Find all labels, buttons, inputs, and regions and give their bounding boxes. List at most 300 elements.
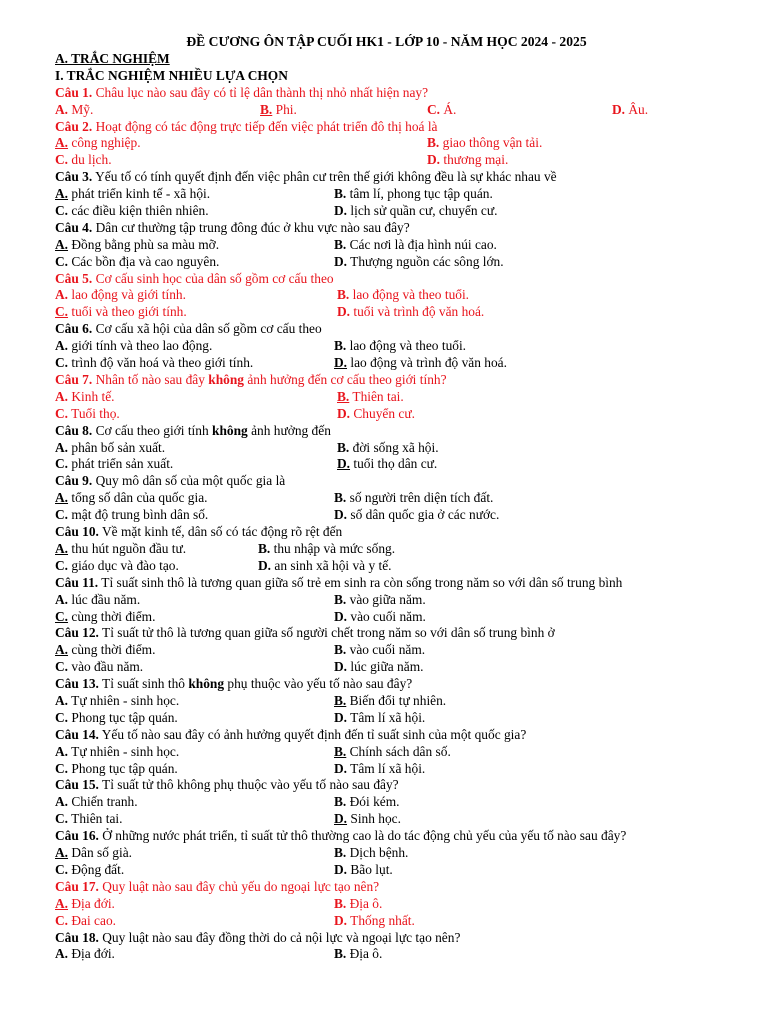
answer-text: thu hút nguồn đầu tư. xyxy=(68,540,187,556)
answer-letter: B. xyxy=(334,642,347,658)
answer-option[interactable] xyxy=(55,186,210,203)
question-text: phụ thuộc vào yếu tố nào sau đây? xyxy=(224,676,413,692)
question-text: Ở những nước phát triển, tỉ suất tử thô thường cao là do tác động chủ yếu của yếu tố nào sau đây? xyxy=(102,828,627,844)
question-number: Câu 4. xyxy=(55,219,93,235)
answer-text: thu nhập và mức sống. xyxy=(270,540,396,556)
question-stem xyxy=(55,220,728,237)
question-number: Câu 17. xyxy=(55,878,99,894)
question-stem xyxy=(55,879,728,896)
answer-option[interactable] xyxy=(55,152,112,169)
answer-letter: C. xyxy=(55,709,69,725)
answer-text: Đồng bằng phù sa màu mỡ. xyxy=(68,236,220,252)
answer-text: Thiên tai. xyxy=(68,811,123,827)
answer-option[interactable] xyxy=(334,609,426,626)
answer-letter: D. xyxy=(334,253,348,269)
option-row xyxy=(55,406,728,423)
section-1-heading: I. TRẮC NGHIỆM NHIỀU LỰA CHỌN xyxy=(55,67,288,83)
answer-option[interactable] xyxy=(55,440,165,457)
option-row xyxy=(55,946,728,963)
question-stem xyxy=(55,625,728,642)
answer-text: Tâm lí xã hội. xyxy=(347,760,426,776)
question-number: Câu 7. xyxy=(55,371,93,387)
answer-option[interactable] xyxy=(55,659,143,676)
answer-letter: B. xyxy=(337,439,350,455)
option-row xyxy=(55,440,728,457)
question-stem xyxy=(55,423,728,440)
option-row xyxy=(55,507,728,524)
option-row xyxy=(55,609,728,626)
answer-text: Thống nhất. xyxy=(347,912,415,928)
answer-letter: B. xyxy=(334,186,347,202)
answer-option[interactable] xyxy=(55,609,155,626)
answer-option[interactable] xyxy=(337,456,437,473)
answer-option[interactable] xyxy=(55,896,115,913)
answer-letter: D. xyxy=(334,203,348,218)
option-row xyxy=(55,338,728,355)
answer-option[interactable] xyxy=(334,203,497,220)
answer-letter: C. xyxy=(55,203,69,218)
answer-letter: D. xyxy=(334,659,348,675)
answer-letter-correct: B. xyxy=(334,743,347,759)
answer-text: lao động và theo tuổi. xyxy=(346,338,467,354)
answer-letter: B. xyxy=(337,287,350,303)
answer-option[interactable] xyxy=(337,287,469,304)
option-row xyxy=(55,203,728,220)
answer-letter: B. xyxy=(258,540,271,556)
question-text: Yếu tố có tính quyết định đến việc phân cư trên thế giới không đều là sự khác nhau về xyxy=(95,169,557,185)
option-row xyxy=(55,811,728,828)
answer-text: giới tính và theo lao động. xyxy=(68,338,213,354)
answer-letter: C. xyxy=(55,152,69,168)
answer-letter: D. xyxy=(612,101,626,117)
answer-letter: D. xyxy=(334,912,348,928)
question-number: Câu 18. xyxy=(55,929,99,945)
answer-text: tâm lí, phong tục tập quán. xyxy=(346,186,493,202)
answer-letter: C. xyxy=(55,253,69,269)
answer-text: Chiến tranh. xyxy=(68,794,138,810)
option-row xyxy=(55,896,728,913)
answer-text: Sinh học. xyxy=(347,811,401,827)
answer-option[interactable] xyxy=(55,406,120,423)
answer-text: Phi. xyxy=(272,101,297,117)
answer-option[interactable] xyxy=(55,456,173,473)
answer-text: lịch sử quần cư, chuyển cư. xyxy=(347,203,498,218)
answer-text: tổng số dân của quốc gia. xyxy=(68,490,208,506)
answer-option[interactable] xyxy=(260,102,297,119)
answer-option[interactable] xyxy=(55,490,207,507)
answer-option[interactable] xyxy=(55,744,179,761)
answer-text: lao động và theo tuổi. xyxy=(349,287,470,303)
answer-text: Bão lụt. xyxy=(347,861,393,877)
question-number: Câu 2. xyxy=(55,118,93,134)
answer-option[interactable] xyxy=(55,845,132,862)
answer-text: vào cuối năm. xyxy=(346,642,426,658)
answer-option[interactable] xyxy=(55,389,115,406)
answer-text: phân bố sản xuất. xyxy=(68,439,166,455)
answer-option[interactable] xyxy=(55,761,178,778)
question-number: Câu 11. xyxy=(55,574,99,590)
answer-text: Các nơi là địa hình núi cao. xyxy=(346,236,497,252)
answer-letter: C. xyxy=(427,101,441,117)
answer-option[interactable] xyxy=(55,507,208,524)
question-stem xyxy=(55,119,728,136)
answer-text: Địa đới. xyxy=(68,895,115,911)
question-number: Câu 3. xyxy=(55,169,93,185)
question-keyword: không xyxy=(188,676,225,692)
answer-option[interactable] xyxy=(337,304,484,321)
answer-option[interactable] xyxy=(334,913,415,930)
answer-option[interactable] xyxy=(258,558,392,575)
answer-text: Tự nhiên - sinh học. xyxy=(68,743,180,759)
question-stem xyxy=(55,473,728,490)
answer-option[interactable] xyxy=(334,794,399,811)
question-stem xyxy=(55,169,728,186)
question-number: Câu 8. xyxy=(55,422,93,438)
question-number: Câu 10. xyxy=(55,524,99,540)
option-row xyxy=(55,237,728,254)
answer-option[interactable] xyxy=(337,440,439,457)
answer-text: Đói kém. xyxy=(346,794,400,810)
option-row xyxy=(55,913,728,930)
answer-text: đời sống xã hội. xyxy=(349,439,439,455)
answer-letter-correct: A. xyxy=(55,895,69,911)
question-text: Nhân tố nào sau đây xyxy=(95,371,209,387)
answer-option[interactable] xyxy=(334,237,497,254)
option-row xyxy=(55,490,728,507)
answer-letter: C. xyxy=(55,507,69,523)
answer-letter: D. xyxy=(334,760,348,776)
answer-text: lao động và trình độ văn hoá. xyxy=(347,355,507,371)
question-number: Câu 13. xyxy=(55,676,99,692)
answer-text: Thượng nguồn các sông lớn. xyxy=(347,253,504,269)
option-row xyxy=(55,659,728,676)
answer-option[interactable] xyxy=(55,693,179,710)
answer-text: Đai cao. xyxy=(68,912,116,928)
answer-option[interactable] xyxy=(55,338,212,355)
question-text: Cơ cấu xã hội của dân số gồm cơ cấu theo xyxy=(95,321,322,337)
answer-letter-correct: A. xyxy=(55,490,69,506)
answer-option[interactable] xyxy=(55,558,179,575)
answer-letter-correct: A. xyxy=(55,845,69,861)
option-row xyxy=(55,761,728,778)
question-text: Quy mô dân số của một quốc gia là xyxy=(95,473,286,489)
answer-option[interactable] xyxy=(55,304,187,321)
answer-letter: B. xyxy=(427,135,440,151)
answer-option[interactable] xyxy=(334,659,423,676)
question-number: Câu 9. xyxy=(55,473,93,489)
answer-letter: B. xyxy=(334,794,347,810)
answer-text: tuổi và trình độ văn hoá. xyxy=(350,304,485,320)
option-row xyxy=(55,102,728,119)
answer-option[interactable] xyxy=(334,642,425,659)
answer-letter-correct: D. xyxy=(337,456,351,472)
answer-text: phát triển sản xuất. xyxy=(68,456,174,472)
answer-option[interactable] xyxy=(334,845,408,862)
option-row xyxy=(55,862,728,879)
option-row xyxy=(55,456,728,473)
option-row xyxy=(55,794,728,811)
option-row xyxy=(55,592,728,609)
question-text: Cơ cấu theo giới tính xyxy=(95,422,213,438)
question-stem xyxy=(55,524,728,541)
option-row xyxy=(55,254,728,271)
option-row xyxy=(55,152,728,169)
answer-option[interactable] xyxy=(337,389,404,406)
answer-text: Á. xyxy=(440,101,457,117)
option-row xyxy=(55,541,728,558)
answer-letter-correct: B. xyxy=(334,692,347,708)
answer-option[interactable] xyxy=(334,490,493,507)
answer-letter: C. xyxy=(55,557,69,573)
answer-letter: C. xyxy=(55,405,69,421)
answer-text: các điều kiện thiên nhiên. xyxy=(68,203,209,218)
answer-option[interactable] xyxy=(334,761,425,778)
answer-option[interactable] xyxy=(334,693,446,710)
answer-option[interactable] xyxy=(55,355,253,372)
answer-text: Phong tục tập quán. xyxy=(68,760,178,776)
answer-letter: C. xyxy=(55,861,69,877)
answer-text: Mỹ. xyxy=(68,101,94,117)
answer-option[interactable] xyxy=(334,946,382,963)
answer-text: cùng thời điểm. xyxy=(68,642,156,658)
answer-option[interactable] xyxy=(337,406,415,423)
answer-option[interactable] xyxy=(334,592,426,609)
answer-text: du lịch. xyxy=(68,152,112,168)
answer-option[interactable] xyxy=(334,811,401,828)
option-row xyxy=(55,355,728,372)
question-number: Câu 5. xyxy=(55,270,93,286)
answer-option[interactable] xyxy=(55,592,140,609)
answer-letter: B. xyxy=(334,946,347,962)
answer-text: Địa ô. xyxy=(346,946,383,962)
answer-text: lao động và giới tính. xyxy=(68,287,186,303)
answer-letter: B. xyxy=(334,490,347,506)
answer-letter: B. xyxy=(334,895,347,911)
answer-text: Thiên tai. xyxy=(349,388,404,404)
answer-text: giao thông vận tải. xyxy=(439,135,543,151)
answer-letter: C. xyxy=(55,456,69,472)
answer-text: Kinh tế. xyxy=(68,388,115,404)
answer-option[interactable] xyxy=(334,744,451,761)
answer-letter: C. xyxy=(55,355,69,371)
answer-text: vào cuối năm. xyxy=(347,608,426,624)
answer-text: vào đầu năm. xyxy=(68,659,144,675)
answer-text: Địa ô. xyxy=(346,895,383,911)
answer-option[interactable] xyxy=(334,507,499,524)
question-text: Yếu tố nào sau đây có ảnh hưởng quyết định đến tỉ suất sinh của một quốc gia? xyxy=(101,726,527,742)
answer-letter: D. xyxy=(337,405,351,421)
answer-text: Tuổi thọ. xyxy=(68,405,120,421)
answer-option[interactable] xyxy=(55,811,122,828)
question-number: Câu 6. xyxy=(55,321,93,337)
answer-option[interactable] xyxy=(55,794,138,811)
option-row xyxy=(55,710,728,727)
option-row xyxy=(55,389,728,406)
question-stem xyxy=(55,828,728,845)
answer-option[interactable] xyxy=(55,102,93,119)
answer-text: trình độ văn hoá và theo giới tính. xyxy=(68,355,254,371)
question-text: Châu lục nào sau đây có tỉ lệ dân thành thị nhỏ nhất hiện nay? xyxy=(95,84,429,100)
answer-option[interactable] xyxy=(334,254,504,271)
answer-letter: A. xyxy=(55,743,69,759)
answer-letter: D. xyxy=(334,608,348,624)
answer-letter: C. xyxy=(55,659,69,675)
answer-text: Chính sách dân số. xyxy=(346,743,451,759)
answer-text: Động đất. xyxy=(68,861,125,877)
answer-option[interactable] xyxy=(334,896,382,913)
question-stem xyxy=(55,777,728,794)
section-a-heading: A. TRẮC NGHIỆM xyxy=(55,50,170,66)
question-stem xyxy=(55,727,728,744)
answer-letter-correct: C. xyxy=(55,608,69,624)
answer-letter: B. xyxy=(334,845,347,861)
question-stem xyxy=(55,676,728,693)
question-stem xyxy=(55,85,728,102)
answer-text: số dân quốc gia ở các nước. xyxy=(347,507,500,523)
answer-option[interactable] xyxy=(334,186,493,203)
answer-option[interactable] xyxy=(55,203,209,220)
question-text: Quy luật nào sau đây chủ yếu do ngoại lực tạo nên? xyxy=(102,878,380,894)
answer-letter: A. xyxy=(55,338,69,354)
answer-text: phát triển kinh tế - xã hội. xyxy=(68,186,211,202)
answer-text: công nghiệp. xyxy=(68,135,141,151)
question-list xyxy=(55,85,728,964)
answer-letter: B. xyxy=(334,338,347,354)
answer-letter: A. xyxy=(55,591,69,607)
question-text: Hoạt động có tác động trực tiếp đến việc phát triển đô thị hoá là xyxy=(95,118,438,134)
answer-letter: B. xyxy=(334,236,347,252)
answer-option[interactable] xyxy=(334,355,507,372)
document-title: ĐỀ CƯƠNG ÔN TẬP CUỐI HK1 - LỚP 10 - NĂM HỌC 2024 - 2025 xyxy=(186,34,587,49)
answer-option[interactable] xyxy=(427,102,456,119)
answer-letter: A. xyxy=(55,946,69,962)
question-number: Câu 12. xyxy=(55,625,99,641)
answer-letter: A. xyxy=(55,287,69,303)
answer-letter: D. xyxy=(337,304,351,320)
answer-text: Chuyển cư. xyxy=(350,405,415,421)
answer-text: tuổi và theo giới tính. xyxy=(68,304,187,320)
answer-text: thương mại. xyxy=(440,152,509,168)
question-stem xyxy=(55,930,728,947)
answer-letter: A. xyxy=(55,101,69,117)
answer-option[interactable] xyxy=(55,710,178,727)
option-row xyxy=(55,304,728,321)
option-row xyxy=(55,135,728,152)
answer-letter: D. xyxy=(334,709,348,725)
answer-letter: B. xyxy=(334,591,347,607)
question-text: ảnh hưởng đến xyxy=(247,422,331,438)
answer-letter: D. xyxy=(258,557,272,573)
question-keyword: không xyxy=(208,371,244,387)
answer-letter-correct: A. xyxy=(55,186,69,202)
answer-option[interactable] xyxy=(334,862,393,879)
question-text: Tỉ suất tử thô là tương quan giữa số người chết trong năm so với dân số trung bình ở xyxy=(102,625,555,641)
answer-text: Tự nhiên - sinh học. xyxy=(68,692,180,708)
answer-text: tuổi thọ dân cư. xyxy=(350,456,438,472)
answer-letter-correct: A. xyxy=(55,642,69,658)
option-row xyxy=(55,845,728,862)
answer-letter-correct: B. xyxy=(337,388,350,404)
option-row xyxy=(55,693,728,710)
answer-text: Phong tục tập quán. xyxy=(68,709,178,725)
answer-option[interactable] xyxy=(55,237,219,254)
question-text: ảnh hưởng đến cơ cấu theo giới tính? xyxy=(244,371,447,387)
answer-text: Các bồn địa và cao nguyên. xyxy=(68,253,220,269)
answer-option[interactable] xyxy=(55,913,116,930)
answer-option[interactable] xyxy=(258,541,395,558)
option-row xyxy=(55,186,728,203)
answer-text: vào giữa năm. xyxy=(346,591,426,607)
answer-letter-correct: B. xyxy=(260,101,273,117)
question-text: Tỉ suất sinh thô là tương quan giữa số trẻ em sinh ra còn sống trong năm so với dân số trung bình xyxy=(101,574,623,590)
answer-option[interactable] xyxy=(55,642,155,659)
answer-text: lúc giữa năm. xyxy=(347,659,424,675)
answer-letter: A. xyxy=(55,794,69,810)
answer-text: mật độ trung bình dân số. xyxy=(68,507,209,523)
answer-text: cùng thời điểm. xyxy=(68,608,156,624)
answer-letter-correct: D. xyxy=(334,811,348,827)
question-text: Dân cư thường tập trung đông đúc ở khu vực nào sau đây? xyxy=(95,219,410,235)
answer-option[interactable] xyxy=(55,287,186,304)
question-number: Câu 14. xyxy=(55,726,99,742)
answer-option[interactable] xyxy=(612,102,648,119)
option-row xyxy=(55,744,728,761)
question-number: Câu 15. xyxy=(55,777,99,793)
answer-text: Biến đổi tự nhiên. xyxy=(346,692,447,708)
answer-letter-correct: A. xyxy=(55,236,69,252)
answer-option[interactable] xyxy=(55,135,141,152)
answer-option[interactable] xyxy=(334,338,466,355)
question-stem xyxy=(55,321,728,338)
answer-text: an sinh xã hội và y tế. xyxy=(271,557,392,573)
answer-letter-correct: A. xyxy=(55,540,69,556)
answer-option[interactable] xyxy=(55,541,186,558)
question-stem xyxy=(55,372,728,389)
answer-option[interactable] xyxy=(55,946,115,963)
option-row xyxy=(55,642,728,659)
answer-text: Tâm lí xã hội. xyxy=(347,709,426,725)
answer-option[interactable] xyxy=(334,710,425,727)
answer-letter: A. xyxy=(55,692,69,708)
answer-letter-correct: C. xyxy=(55,304,69,320)
answer-option[interactable] xyxy=(427,135,542,152)
answer-text: Dịch bệnh. xyxy=(346,845,409,861)
answer-letter-correct: D. xyxy=(334,355,348,371)
question-text: Cơ cấu sinh học của dân số gồm cơ cấu theo xyxy=(95,270,334,286)
question-text: Về mặt kinh tế, dân số có tác động rõ rệt đến xyxy=(102,524,343,540)
answer-letter: C. xyxy=(55,760,69,776)
answer-letter: C. xyxy=(55,912,69,928)
answer-letter: C. xyxy=(55,811,69,827)
answer-letter: A. xyxy=(55,388,69,404)
answer-option[interactable] xyxy=(427,152,508,169)
answer-text: lúc đầu năm. xyxy=(68,591,141,607)
answer-text: số người trên diện tích đất. xyxy=(346,490,494,506)
answer-text: Địa đới. xyxy=(68,946,115,962)
option-row xyxy=(55,287,728,304)
question-stem xyxy=(55,575,728,592)
option-row xyxy=(55,558,728,575)
answer-option[interactable] xyxy=(55,862,124,879)
question-stem xyxy=(55,271,728,288)
answer-letter-correct: A. xyxy=(55,135,69,151)
question-text: Tỉ suất sinh thô xyxy=(102,676,189,692)
answer-option[interactable] xyxy=(55,254,219,271)
question-number: Câu 1. xyxy=(55,84,93,100)
answer-letter: D. xyxy=(427,152,441,168)
question-text: Quy luật nào sau đây đồng thời do cả nội lực và ngoại lực tạo nên? xyxy=(102,929,461,945)
question-text: Tỉ suất tử thô không phụ thuộc vào yếu tố nào sau đây? xyxy=(102,777,399,793)
